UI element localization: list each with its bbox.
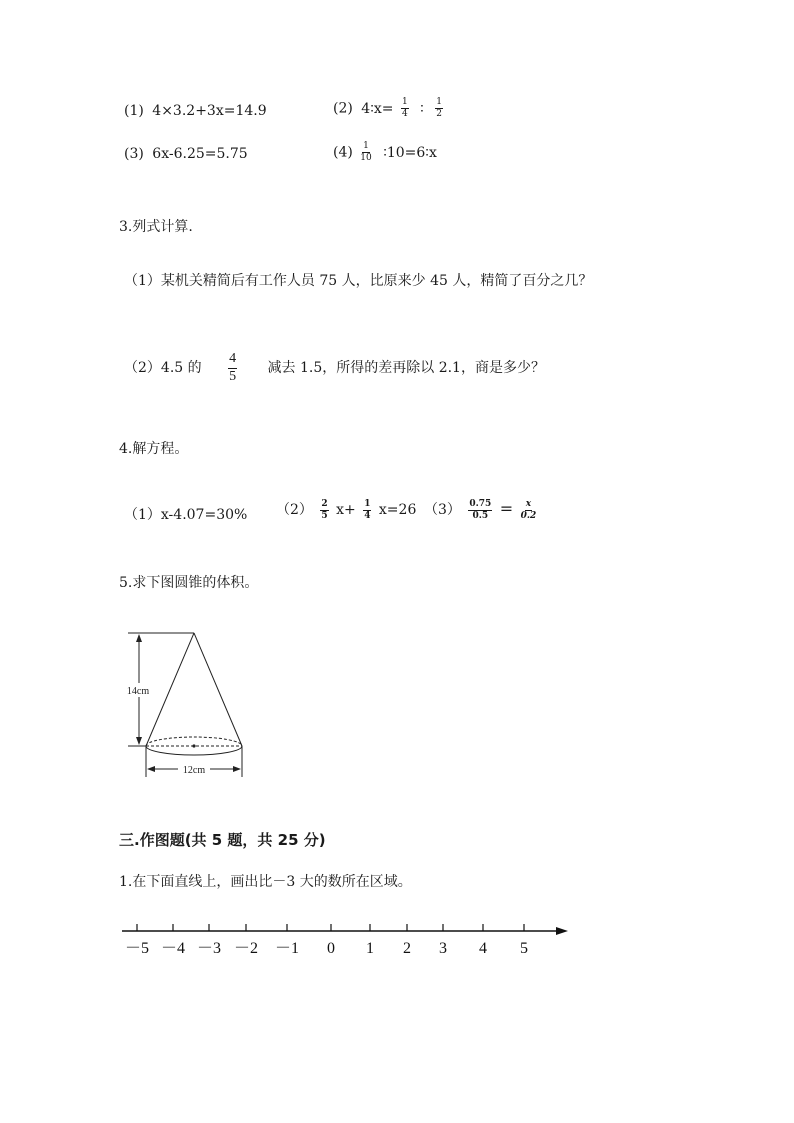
- fraction-denominator: 5: [321, 510, 328, 521]
- problem-3-fraction-1: [468, 500, 492, 521]
- fraction-denominator: 0.2: [520, 510, 537, 521]
- equation-4-label: (4): [333, 144, 353, 161]
- number-line-tick-label: －1: [274, 940, 300, 957]
- fraction-numerator: 1: [401, 97, 408, 107]
- number-line-tick-label: －4: [160, 940, 186, 957]
- number-line-tick-label: 4: [479, 940, 487, 957]
- fraction-denominator: 10: [360, 153, 372, 163]
- equation-1-expr: 4×3.2+3x=14.9: [152, 103, 267, 119]
- number-line-ticks: [125, 924, 528, 957]
- number-line-arrow: [556, 927, 568, 935]
- part-3-heading: 三.作图题(共 5 题，共 25 分): [119, 831, 326, 849]
- fraction-numerator: 1: [363, 141, 369, 151]
- question-2-suffix: 减去 1.5，所得的差再除以 2.1，商是多少？: [267, 360, 545, 376]
- problem-2-label: （2）: [276, 502, 313, 518]
- part-3-question-1: 1.在下面直线上，画出比－3 大的数所在区域。: [119, 874, 412, 890]
- equation-3: [124, 146, 248, 162]
- cone-diagram: [118, 625, 258, 785]
- problem-3-label: （3）: [424, 502, 461, 518]
- number-line-tick-label: －2: [233, 940, 259, 957]
- fraction-numerator: 1: [364, 498, 371, 509]
- section-3-question-2: [124, 352, 545, 384]
- number-line-tick-label: －3: [196, 940, 222, 957]
- equation-2: [333, 98, 446, 119]
- section-4-problem-1: （1）x-4.07=30%: [124, 507, 248, 523]
- fraction-numerator: 1: [436, 97, 442, 107]
- number-line-tick-label: －5: [124, 940, 150, 957]
- cone-base-center: [192, 744, 195, 747]
- equation-4-fraction: [360, 142, 371, 163]
- equation-2-fraction-2: [435, 98, 443, 119]
- diameter-arrow-right: [233, 766, 241, 772]
- height-label: 14cm: [126, 686, 150, 697]
- height-arrow-bottom: [136, 737, 142, 745]
- height-arrow-top: [136, 634, 142, 642]
- equation-4: [333, 142, 437, 163]
- equation-2-label: (2): [333, 100, 353, 117]
- number-line-tick-label: 0: [327, 940, 335, 957]
- equation-2-fraction-1: [401, 98, 409, 119]
- number-line-tick-label: 3: [439, 940, 447, 957]
- number-line-tick-label: 1: [366, 940, 374, 957]
- fraction-denominator: 4: [364, 510, 371, 521]
- equation-3-label: (3): [124, 146, 144, 162]
- equation-4-post: ∶10=6∶x: [383, 144, 437, 161]
- equation-2-pre: 4∶x=: [361, 100, 394, 117]
- equation-3-expr: 6x-6.25=5.75: [152, 146, 248, 162]
- problem-2-mid: x+: [336, 502, 356, 518]
- fraction-denominator: 0.5: [472, 510, 489, 521]
- problem-2-fraction-1: [320, 500, 328, 521]
- section-3-question-1: （1）某机关精简后有工作人员 75 人，比原来少 45 人，精简了百分之几？: [124, 273, 593, 289]
- fraction-numerator: 4: [228, 352, 237, 369]
- problem-3-equals: =: [499, 499, 514, 518]
- problem-2-fraction-2: [363, 500, 371, 521]
- equation-1: [124, 103, 267, 119]
- equation-2-sep: ∶: [420, 100, 424, 117]
- problem-2-end: x=26: [378, 502, 417, 518]
- number-line-tick-label: 5: [520, 940, 528, 957]
- cone-left-side: [146, 633, 194, 746]
- fraction-denominator: 4: [401, 109, 408, 119]
- section-5-title: 5.求下图圆锥的体积。: [119, 575, 259, 591]
- fraction-numerator: x: [525, 498, 532, 509]
- problem-3-fraction-2: [521, 500, 537, 521]
- number-line-tick-label: 2: [403, 940, 411, 957]
- section-4-title: 4.解方程。: [119, 441, 189, 457]
- section-4-problem-3: [424, 499, 539, 521]
- section-3-title: 3.列式计算.: [119, 219, 193, 235]
- section-4-problem-2: [276, 499, 416, 521]
- cone-right-side: [194, 633, 242, 746]
- fraction-numerator: 0.75: [469, 498, 492, 509]
- equation-1-label: (1): [124, 103, 144, 119]
- question-2-prefix: （2）4.5 的: [124, 360, 202, 376]
- fraction-denominator: 2: [436, 109, 442, 119]
- question-2-fraction: [228, 352, 237, 384]
- diameter-label: 12cm: [182, 765, 206, 776]
- diameter-arrow-left: [147, 766, 155, 772]
- fraction-numerator: 2: [321, 498, 328, 509]
- number-line: [116, 920, 576, 964]
- fraction-denominator: 5: [229, 369, 237, 384]
